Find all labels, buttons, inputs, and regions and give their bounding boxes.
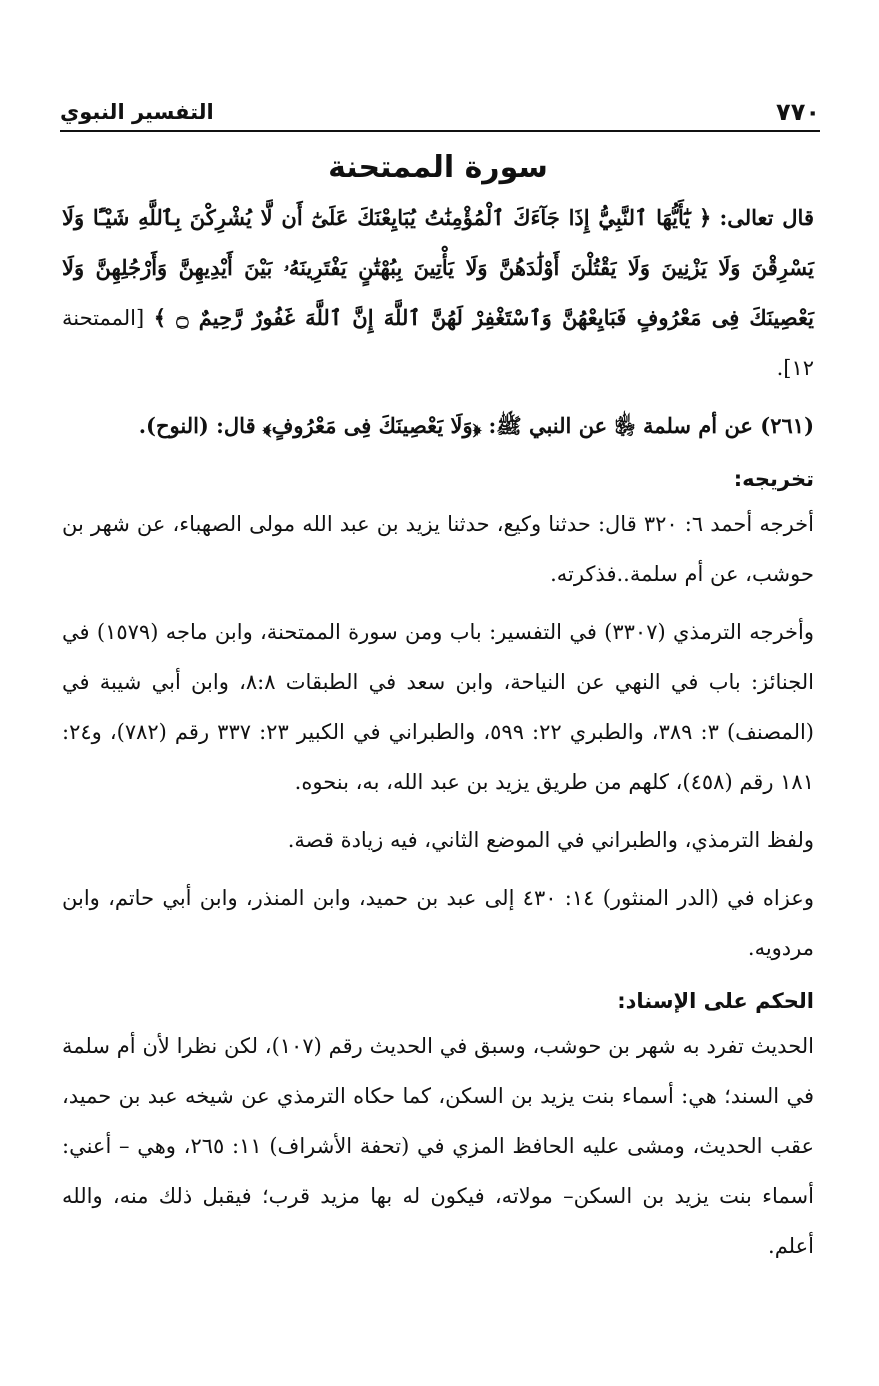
page-header bbox=[60, 98, 820, 128]
verse-intro: قال تعالى: bbox=[719, 205, 814, 230]
hukm-paragraph: الحديث تفرد به شهر بن حوشب، وسبق في الحديث رقم (١٠٧)، لكن نظرا لأن أم سلمة في السند؛ هي: أسماء بنت يزيد بن السكن، كما حكاه الترمذي عن شيخه عبد بن حميد، عقب الحديث، ومشى عليه الحافظ المزي في (تحفة الأشراف) ١١: ٢٦٥، وهي – أعني: أسماء بنت يزيد بن السكن– مولاته، فيكون له بها مزيد قرب؛ فيقبل ذلك منه، والله أعلم. bbox=[62, 1034, 814, 1258]
verse-reference: [الممتحنة ١٢]. bbox=[62, 306, 814, 380]
takhrij-paragraph: وأخرجه الترمذي (٣٣٠٧) في التفسير: باب ومن سورة الممتحنة، وابن ماجه (١٥٧٩) في الجنائز: باب في النهي عن النياحة، وابن سعد في الطبقات ٨:٨، وابن أبي شيبة في (المصنف) ٣: ٣٨٩، والطبري ٢٢: ٥٩٩، والطبراني في الكبير ٢٣: ٣٣٧ رقم (٧٨٢)، و٢٤: ١٨١ رقم (٤٥٨)، كلهم من طريق يزيد بن عبد الله، به، بنحوه. bbox=[62, 620, 814, 794]
surah-title: سورة الممتحنة bbox=[328, 150, 548, 185]
page-number: ٧٧٠ bbox=[776, 98, 820, 126]
takhrij-paragraph: أخرجه أحمد ٦: ٣٢٠ قال: حدثنا وكيع، حدثنا يزيد بن عبد الله مولى الصهباء، عن شهر بن حوشب، عن أم سلمة..فذكرته. bbox=[62, 512, 814, 586]
verse-paragraph bbox=[62, 193, 814, 393]
header-divider bbox=[60, 130, 820, 132]
takhrij-heading: تخريجه: bbox=[733, 467, 814, 491]
running-title: التفسير النبوي bbox=[60, 100, 214, 124]
takhrij-paragraph: ولفظ الترمذي، والطبراني في الموضع الثاني، فيه زيادة قصة. bbox=[287, 828, 814, 852]
hukm-heading: الحكم على الإسناد: bbox=[617, 989, 814, 1013]
hadith-text: (٢٦١) عن أم سلمة ﵂ عن النبي ﷺ: ﴿وَلَا يَعْصِينَكَ فِى مَعْرُوفٍ﴾ قال: (النوح). bbox=[138, 413, 814, 438]
quran-verse: ﴿ يَٰٓأَيُّهَا ٱلنَّبِيُّ إِذَا جَآءَكَ ٱلْمُؤْمِنَٰتُ يُبَايِعْنَكَ عَلَىٰٓ أَن لَّا يُشْرِكْنَ بِٱللَّهِ شَيْـًٔا وَلَا يَسْرِقْنَ وَلَا يَزْنِينَ وَلَا يَقْتُلْنَ أَوْلَٰدَهُنَّ وَلَا يَأْتِينَ بِبُهْتَٰنٍ يَفْتَرِينَهُۥ بَيْنَ أَيْدِيهِنَّ وَأَرْجُلِهِنَّ وَلَا يَعْصِينَكَ فِى مَعْرُوفٍ فَبَايِعْهُنَّ وَٱسْتَغْفِرْ لَهُنَّ ٱللَّهَ إِنَّ ٱللَّهَ غَفُورٌ رَّحِيمٌ ۝ ﴾ bbox=[62, 205, 814, 330]
page-body bbox=[62, 143, 814, 1279]
takhrij-paragraph: وعزاه في (الدر المنثور) ١٤: ٤٣٠ إلى عبد بن حميد، وابن المنذر، وابن أبي حاتم، وابن مردويه. bbox=[62, 886, 814, 960]
